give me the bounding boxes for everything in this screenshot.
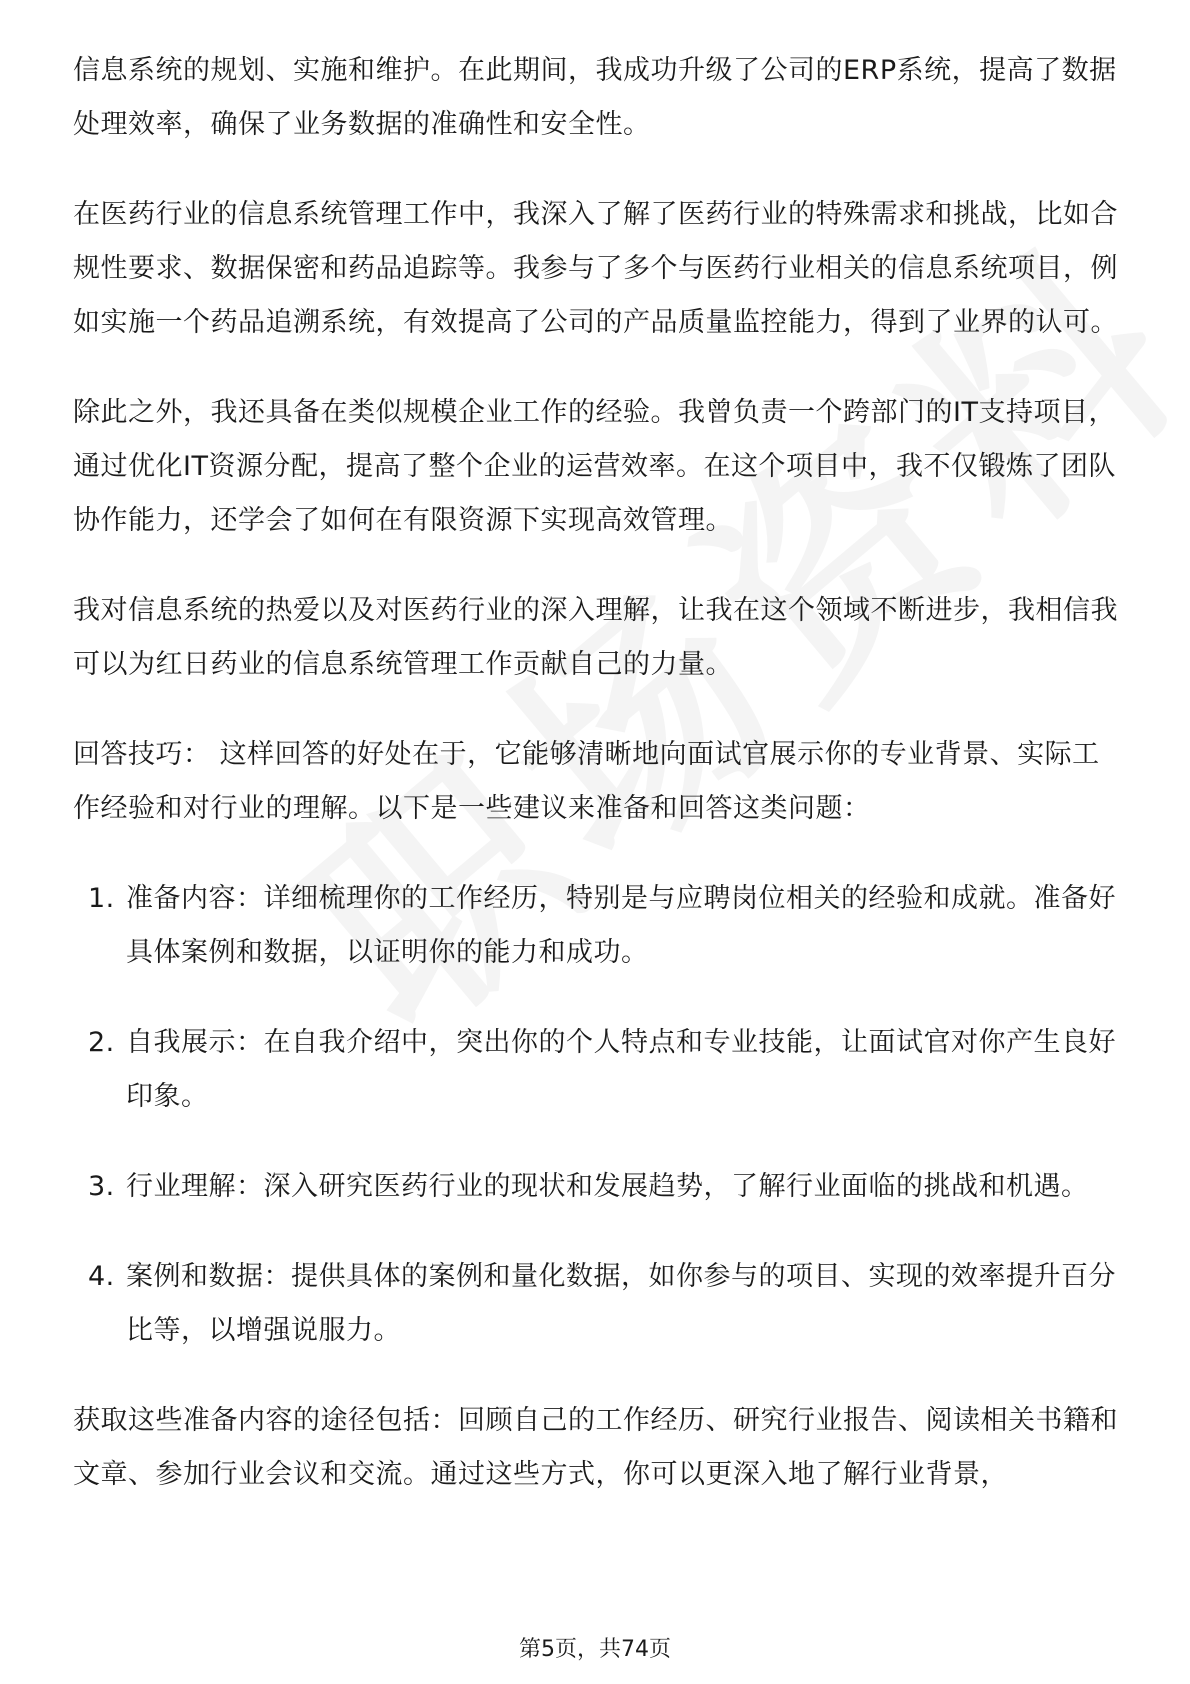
paragraph: 在医药行业的信息系统管理工作中，我深入了解了医药行业的特殊需求和挑战，比如合规性要求、数据保密和药品追踪等。我参与了多个与医药行业相关的信息系统项目，例如实施一个药品追溯系统，有效提高了公司的产品质量监控能力，得到了业界的认可。 [73, 199, 1118, 338]
list-number: 3. [88, 1171, 115, 1202]
paragraph: 信息系统的规划、实施和维护。在此期间，我成功升级了公司的ERP系统，提高了数据处理效率，确保了业务数据的准确性和安全性。 [73, 55, 1117, 140]
list-item-text: 准备内容：详细梳理你的工作经历，特别是与应聘岗位相关的经验和成就。准备好具体案例和数据，以证明你的能力和成功。 [126, 883, 1116, 968]
list-item-text: 行业理解：深入研究医药行业的现状和发展趋势，了解行业面临的挑战和机遇。 [126, 1171, 1089, 1202]
list-item [73, 1250, 1123, 1358]
paragraph: 我对信息系统的热爱以及对医药行业的深入理解，让我在这个领域不断进步，我相信我可以为红日药业的信息系统管理工作贡献自己的力量。 [73, 595, 1118, 680]
list-item [73, 1160, 1123, 1214]
answer-tips-paragraph: 回答技巧： 这样回答的好处在于，它能够清晰地向面试官展示你的专业背景、实际工作经验和对行业的理解。以下是一些建议来准备和回答这类问题： [73, 739, 1100, 824]
list-item [73, 872, 1123, 980]
paragraph: 获取这些准备内容的途径包括：回顾自己的工作经历、研究行业报告、阅读相关书籍和文章、参加行业会议和交流。通过这些方式，你可以更深入地了解行业背景， [73, 1405, 1118, 1490]
list-item-text: 自我展示：在自我介绍中，突出你的个人特点和专业技能，让面试官对你产生良好印象。 [126, 1027, 1116, 1112]
list-item-text: 案例和数据：提供具体的案例和量化数据，如你参与的项目、实现的效率提升百分比等，以增强说服力。 [126, 1261, 1116, 1346]
tips-list [73, 872, 1123, 1358]
list-number: 2. [88, 1027, 115, 1058]
list-number: 4. [88, 1261, 115, 1292]
list-number: 1. [88, 883, 115, 914]
page-footer: 第5页，共74页 [519, 1637, 671, 1662]
paragraph: 除此之外，我还具备在类似规模企业工作的经验。我曾负责一个跨部门的IT支持项目，通过优化IT资源分配，提高了整个企业的运营效率。在这个项目中，我不仅锻炼了团队协作能力，还学会了如何在有限资源下实现高效管理。 [73, 397, 1116, 536]
document-body [73, 44, 1123, 1538]
list-item [73, 1016, 1123, 1124]
